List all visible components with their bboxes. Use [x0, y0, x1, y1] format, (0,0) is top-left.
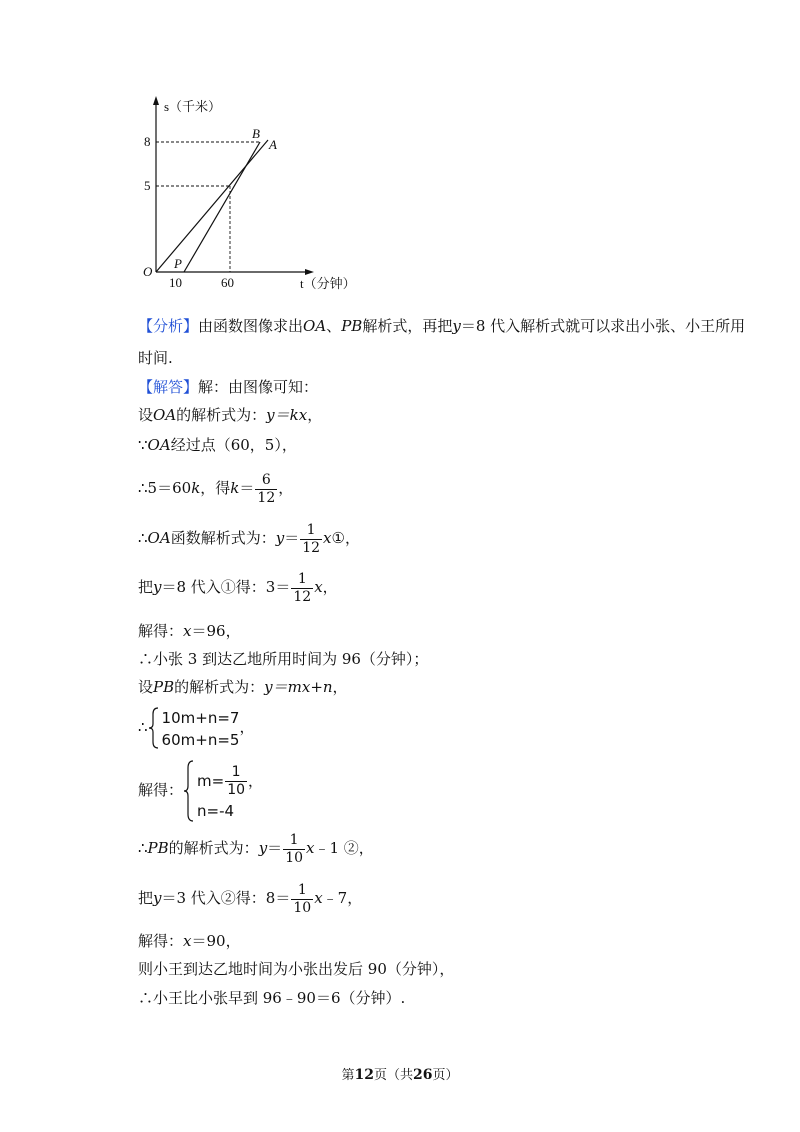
- analysis-tag: 【分析】: [138, 317, 199, 335]
- pb-expression-line: ∴PB的解析式为：y＝ $\frac{1}{10}$ x﹣1 ②，: [138, 831, 374, 866]
- page-total: 26: [413, 1067, 433, 1083]
- page-footer: 第12页（共26页）: [341, 1067, 459, 1083]
- x-tick-60: 60: [221, 275, 234, 290]
- fraction: $\frac{1}{12}$: [302, 521, 321, 556]
- analysis-line-2: 时间.: [138, 349, 173, 367]
- y-axis-arrow: [153, 96, 159, 105]
- fraction: $\frac{6}{12}$: [257, 471, 276, 506]
- line-b-label: B: [252, 126, 260, 141]
- line-a-label: A: [269, 137, 277, 152]
- k-value-line: ∴5＝60k，得k＝ $\frac{6}{12}$ ，: [138, 471, 294, 506]
- substitute-y3-line: 把y＝3 代入②得：8＝ $\frac{1}{10}$ x﹣7，: [138, 881, 363, 916]
- solve-x90-line: 解得：x＝90，: [138, 932, 241, 950]
- solve-x96-line: 解得：x＝96，: [138, 622, 241, 640]
- conclusion-line: ∴小王比小张早到 96﹣90＝6（分钟）.: [138, 989, 406, 1007]
- line-pb: [184, 142, 260, 272]
- answer-line-1: 【解答】解：由图像可知：: [138, 378, 319, 396]
- line-oa: [156, 140, 268, 272]
- origin-label: O: [143, 264, 153, 279]
- x-axis-arrow: [305, 269, 314, 275]
- substitute-y8-line: 把y＝8 代入①得：3＝ $\frac{1}{12}$ x，: [138, 570, 338, 605]
- y-tick-5: 5: [144, 178, 151, 193]
- oa-pass-line: ∵OA经过点（60，5），: [138, 436, 297, 454]
- x-axis-label: t（分钟）: [300, 276, 356, 291]
- system-solution-line: 解得： m= $\frac{1}{10}$ ， n=-4: [138, 758, 263, 823]
- x-tick-10: 10: [169, 275, 182, 290]
- answer-tag: 【解答】: [138, 378, 199, 396]
- oa-expression-line: ∴OA函数解析式为：y＝ $\frac{1}{12}$ x①，: [138, 521, 360, 556]
- wang-time-line: 则小王到达乙地时间为小张出发后 90（分钟），: [138, 960, 455, 978]
- set-oa-line: 设OA的解析式为：y＝kx，: [138, 406, 323, 424]
- y-axis-label: s（千米）: [164, 99, 222, 114]
- page-number: 12: [354, 1067, 374, 1083]
- distance-time-graph: [138, 92, 358, 297]
- fraction: $\frac{1}{10}$: [293, 881, 312, 916]
- set-pb-line: 设PB的解析式为：y＝mx+n，: [138, 678, 348, 696]
- brace: [183, 759, 195, 823]
- analysis-line-1: 【分析】由函数图像求出OA、PB解析式，再把y＝8 代入解析式就可以求出小张、小王所用: [138, 317, 746, 335]
- y-tick-8: 8: [144, 134, 151, 149]
- fraction: $\frac{1}{10}$: [285, 831, 304, 866]
- point-p-label: P: [174, 256, 182, 271]
- fraction: $\frac{1}{12}$: [293, 570, 312, 605]
- brace: [148, 706, 160, 750]
- zhang-time-line: ∴小张 3 到达乙地所用时间为 96（分钟）；: [138, 650, 429, 668]
- equation-system-line: ∴ 10m+n=7 60m+n=5 ，: [138, 705, 254, 751]
- fraction: $\frac{1}{10}$: [227, 764, 246, 798]
- equation-system: 10m+n=7 60m+n=5: [148, 706, 240, 751]
- solution-system: m= $\frac{1}{10}$ ， n=-4: [183, 759, 263, 823]
